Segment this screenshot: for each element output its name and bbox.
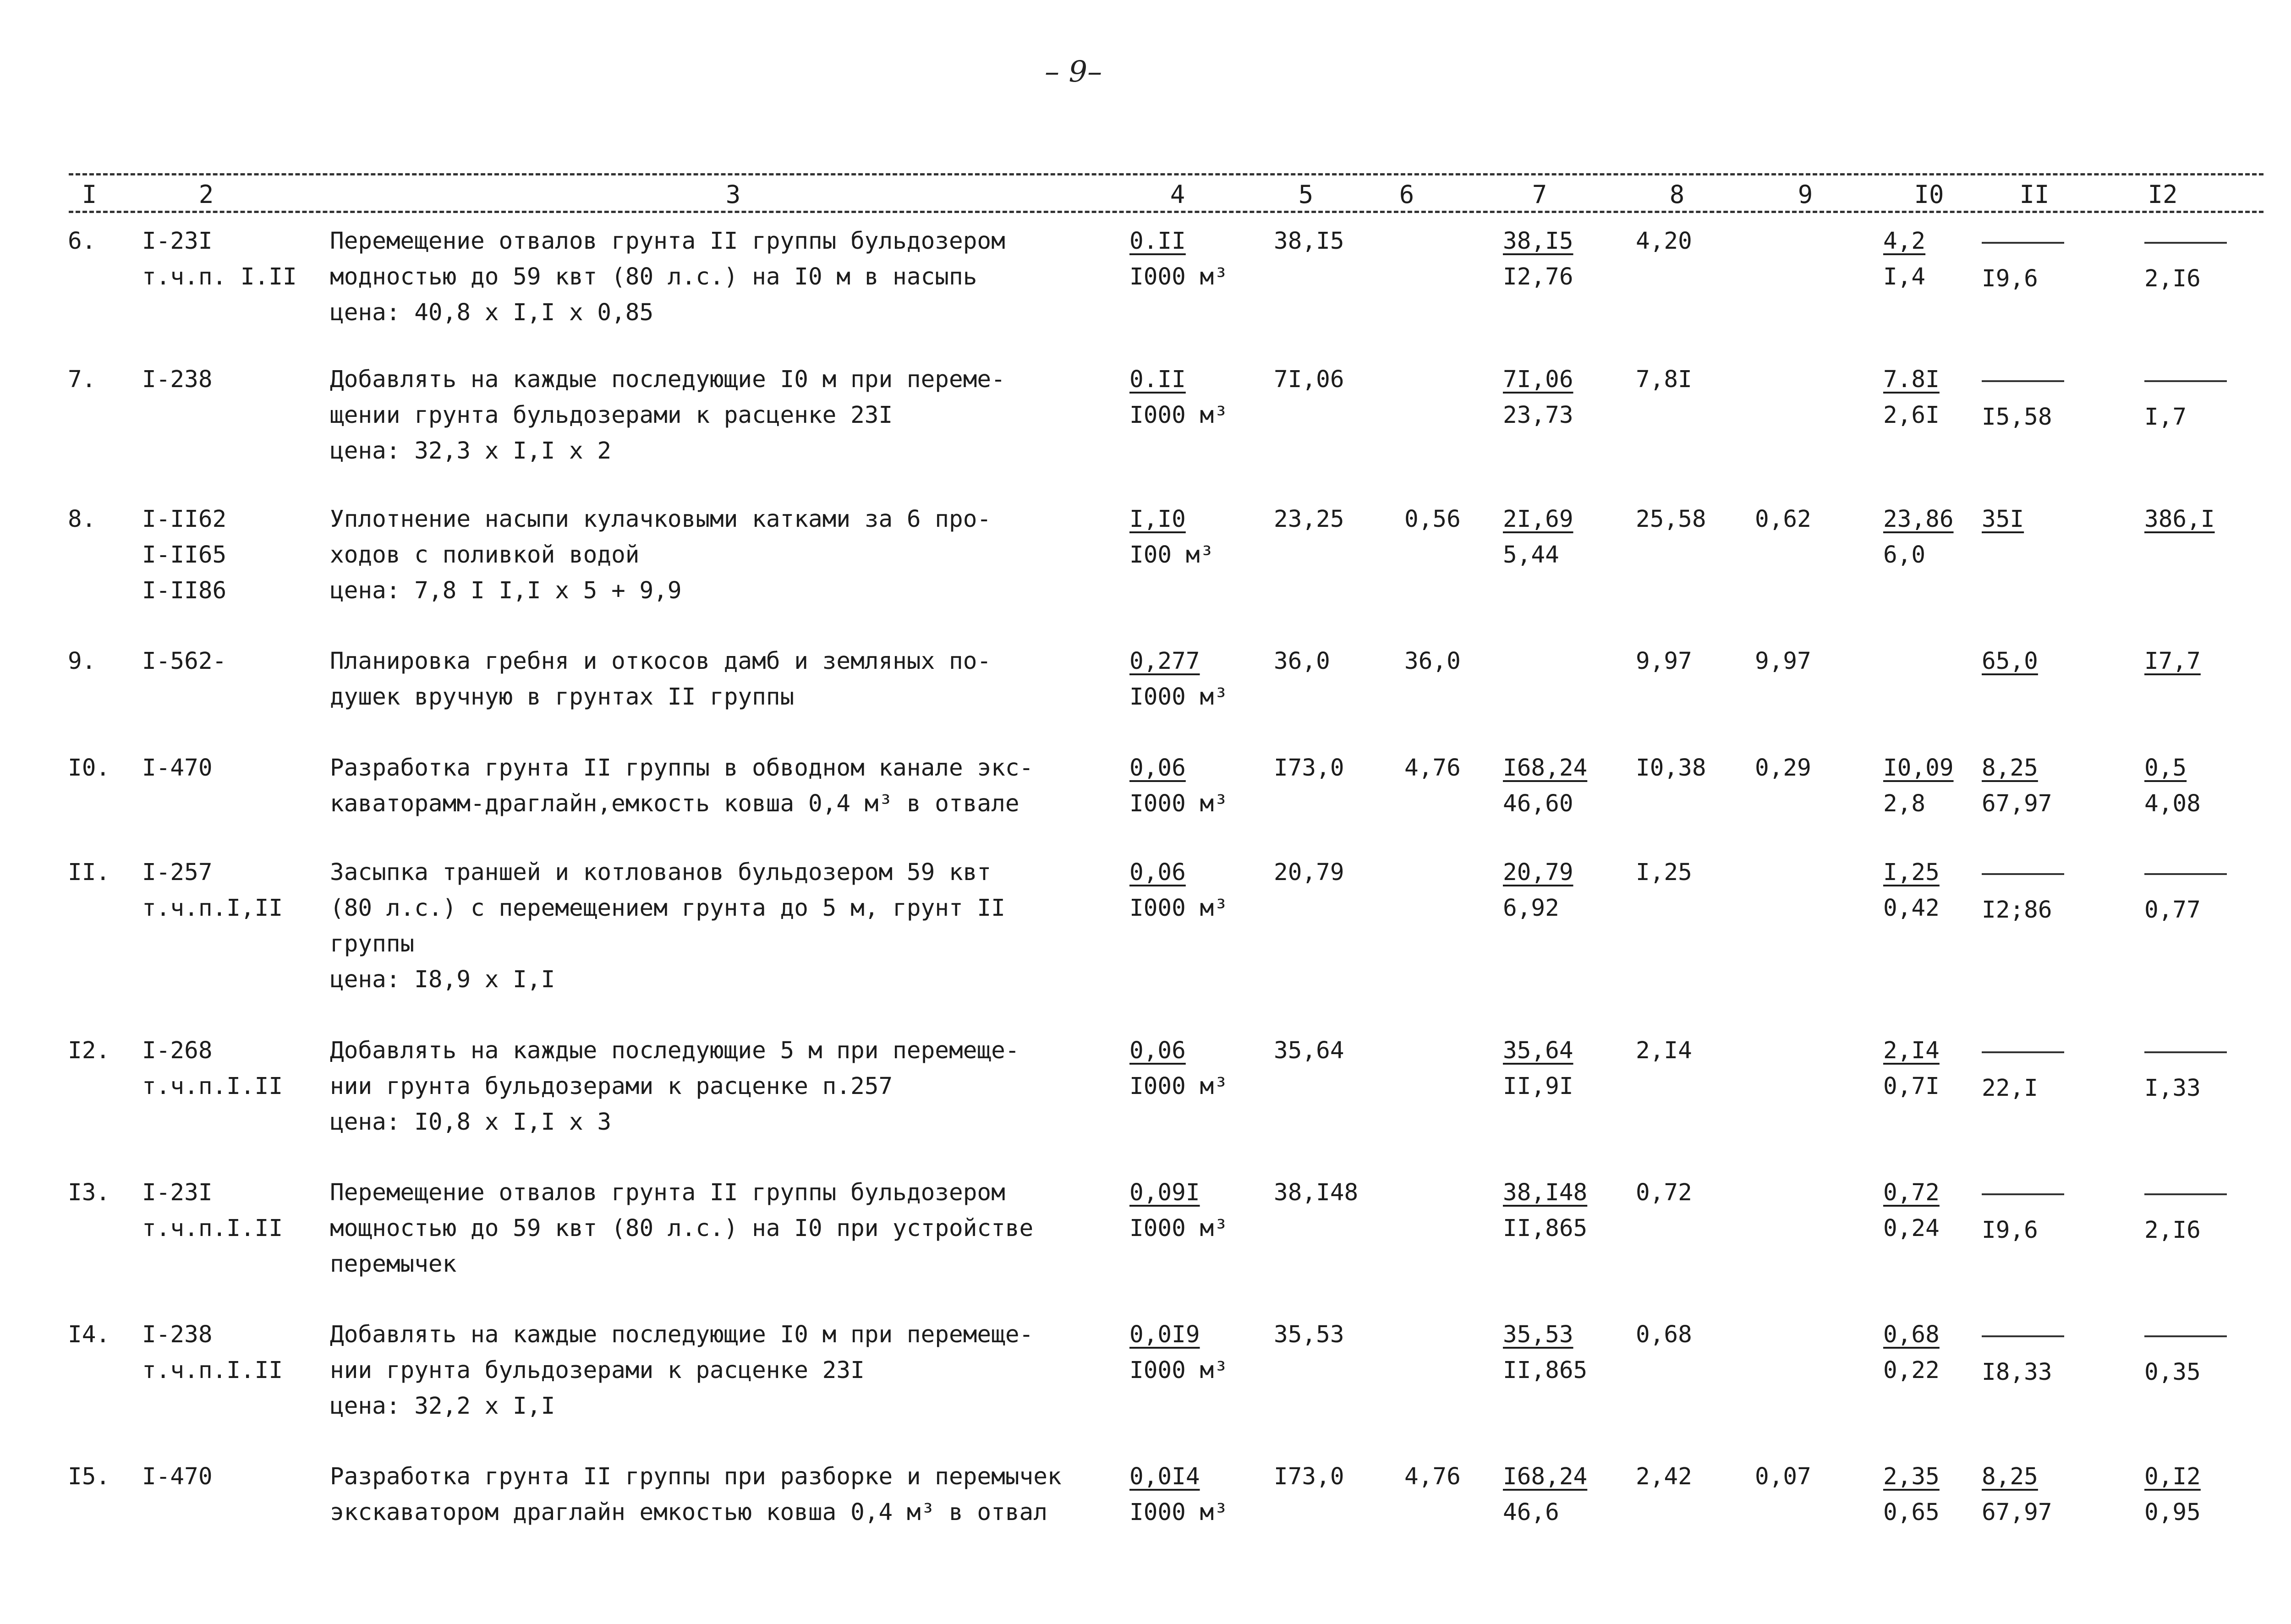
value-c6: 4,76 bbox=[1404, 755, 1461, 782]
rate-code: I-470 bbox=[142, 755, 213, 782]
value-c11-spacer bbox=[1982, 1053, 2064, 1071]
value-c9: 9,97 bbox=[1755, 648, 1811, 675]
work-description-line: экскаватором драглайн емкостью ковша 0,4 м³ в отвал bbox=[330, 1499, 1047, 1526]
value-c11 bbox=[1982, 224, 2064, 297]
value-c12-bottom: 0,95 bbox=[2144, 1499, 2201, 1526]
value-c11-top: 35I bbox=[1982, 506, 2024, 533]
work-description-line: группы bbox=[330, 930, 415, 957]
value-c11 bbox=[1982, 1459, 2052, 1531]
value-c4-top: I,I0 bbox=[1129, 506, 1186, 533]
work-description-line: (80 л.с.) с перемещением грунта до 5 м, грунт II bbox=[330, 895, 1005, 922]
work-description-line: душек вручную в грунтах II группы bbox=[330, 684, 795, 711]
value-c12 bbox=[2144, 1175, 2227, 1248]
value-c11 bbox=[1982, 1033, 2064, 1106]
rate-code: I-562- bbox=[142, 648, 227, 675]
value-c12-bottom: 0,77 bbox=[2144, 897, 2201, 924]
value-c4 bbox=[1129, 644, 1228, 715]
work-description-line: цена: 40,8 х I,I х 0,85 bbox=[330, 299, 654, 326]
value-c8: 0,68 bbox=[1636, 1321, 1692, 1348]
value-c11-bottom: I8,33 bbox=[1982, 1359, 2052, 1386]
value-c4 bbox=[1129, 855, 1228, 926]
value-c5: 23,25 bbox=[1274, 506, 1344, 533]
value-c4 bbox=[1129, 1175, 1228, 1247]
value-c11-blank-line bbox=[1982, 362, 2064, 382]
work-description-line: Добавлять на каждые последующие 5 м при перемеще- bbox=[330, 1037, 1019, 1064]
work-description-line: модностью до 59 квт (80 л.с.) на I0 м в насыпь bbox=[330, 263, 977, 290]
value-c10-bottom: 2,6I bbox=[1883, 402, 1940, 429]
work-description-line: ходов с поливкой водой bbox=[330, 541, 640, 569]
value-c4-bottom: I000 м³ bbox=[1129, 1215, 1228, 1242]
value-c12 bbox=[2144, 855, 2227, 928]
work-description-line: Перемещение отвалов грунта II группы бульдозером bbox=[330, 1179, 1005, 1206]
value-c5: 38,I48 bbox=[1274, 1179, 1359, 1206]
value-c10-top: I,25 bbox=[1883, 859, 1940, 886]
work-description-line: каваторамм-драглайн,емкость ковша 0,4 м³ в отвале bbox=[330, 790, 1019, 817]
value-c10-top: 0,68 bbox=[1883, 1321, 1940, 1348]
value-c7-top: 35,53 bbox=[1503, 1321, 1573, 1348]
work-description-line: цена: 7,8 I I,I х 5 + 9,9 bbox=[330, 577, 682, 604]
value-c12 bbox=[2144, 1033, 2227, 1106]
value-c12-blank-line bbox=[2144, 855, 2227, 875]
value-c7 bbox=[1503, 1033, 1573, 1105]
column-header-5: 5 bbox=[1298, 180, 1314, 209]
value-c11 bbox=[1982, 644, 2038, 679]
value-c4-top: 0,09I bbox=[1129, 1179, 1200, 1206]
value-c4-bottom: I00 м³ bbox=[1129, 541, 1214, 569]
row-number: I3. bbox=[68, 1179, 110, 1206]
value-c10 bbox=[1883, 855, 1940, 926]
value-c8: 9,97 bbox=[1636, 648, 1692, 675]
value-c12-top: 386,I bbox=[2144, 506, 2215, 533]
value-c10-bottom: 0,42 bbox=[1883, 895, 1940, 922]
work-description-line: Разработка грунта II группы в обводном канале экс- bbox=[330, 755, 1034, 782]
rate-code: I-II65 bbox=[142, 541, 227, 569]
value-c11 bbox=[1982, 502, 2024, 537]
value-c4-top: 0,06 bbox=[1129, 755, 1186, 782]
value-c11-top: 8,25 bbox=[1982, 1463, 2038, 1490]
row-number: 6. bbox=[68, 228, 96, 255]
work-description-line: нии грунта бульдозерами к расценке п.257 bbox=[330, 1073, 893, 1100]
column-header-6: 6 bbox=[1399, 180, 1414, 209]
value-c4-top: 0,0I4 bbox=[1129, 1463, 1200, 1490]
value-c11 bbox=[1982, 1317, 2064, 1390]
value-c10-top: 7.8I bbox=[1883, 366, 1940, 393]
work-description-line: Разработка грунта II группы при разборке и перемычек bbox=[330, 1463, 1062, 1490]
value-c7-top: I68,24 bbox=[1503, 755, 1588, 782]
rate-code: т.ч.п.I.II bbox=[142, 1357, 283, 1384]
column-header-11: II bbox=[2019, 180, 2050, 209]
value-c4-bottom: I000 м³ bbox=[1129, 263, 1228, 290]
value-c11-spacer bbox=[1982, 1195, 2064, 1213]
row-number: I0. bbox=[68, 755, 110, 782]
value-c11-top: 8,25 bbox=[1982, 755, 2038, 782]
value-c7-top: 20,79 bbox=[1503, 859, 1573, 886]
value-c8: I,25 bbox=[1636, 859, 1692, 886]
value-c7-top: 7I,06 bbox=[1503, 366, 1573, 393]
header-rule-bottom bbox=[69, 211, 2264, 213]
value-c10-top: 23,86 bbox=[1883, 506, 1954, 533]
rate-code: I-470 bbox=[142, 1463, 213, 1490]
value-c7 bbox=[1503, 855, 1573, 926]
work-description-line: цена: 32,2 х I,I bbox=[330, 1393, 555, 1420]
value-c10-top: 4,2 bbox=[1883, 228, 1926, 255]
rate-code: I-23I bbox=[142, 1179, 213, 1206]
value-c4 bbox=[1129, 502, 1214, 573]
value-c11-spacer bbox=[1982, 875, 2064, 892]
header-rule-top bbox=[69, 173, 2264, 175]
value-c10-top: 2,35 bbox=[1883, 1463, 1940, 1490]
work-description-line: цена: I8,9 х I,I bbox=[330, 966, 555, 993]
work-description-line: щении грунта бульдозерами к расценке 23I bbox=[330, 402, 893, 429]
value-c11-bottom: I9,6 bbox=[1982, 1217, 2038, 1244]
value-c7-bottom: II,865 bbox=[1503, 1357, 1588, 1384]
rate-code: I-II62 bbox=[142, 506, 227, 533]
value-c7 bbox=[1503, 362, 1573, 433]
value-c7-bottom: II,9I bbox=[1503, 1073, 1573, 1100]
value-c8: 7,8I bbox=[1636, 366, 1692, 393]
value-c11-blank-line bbox=[1982, 1033, 2064, 1053]
work-description-line: Добавлять на каждые последующие I0 м при перемеще- bbox=[330, 1321, 1034, 1348]
rate-code: т.ч.п.I.II bbox=[142, 1215, 283, 1242]
value-c4 bbox=[1129, 224, 1228, 295]
value-c11-bottom: 67,97 bbox=[1982, 790, 2052, 817]
value-c10 bbox=[1883, 750, 1954, 822]
value-c4-top: 0,277 bbox=[1129, 648, 1200, 675]
value-c11-spacer bbox=[1982, 382, 2064, 399]
column-header-4: 4 bbox=[1170, 180, 1185, 209]
value-c10-bottom: 2,8 bbox=[1883, 790, 1926, 817]
value-c9: 0,29 bbox=[1755, 755, 1811, 782]
value-c6: 36,0 bbox=[1404, 648, 1461, 675]
row-number: I4. bbox=[68, 1321, 110, 1348]
value-c11-blank-line bbox=[1982, 224, 2064, 244]
value-c12 bbox=[2144, 224, 2227, 297]
value-c10 bbox=[1883, 224, 1925, 295]
value-c10-top: I0,09 bbox=[1883, 755, 1954, 782]
value-c12-spacer bbox=[2144, 1195, 2227, 1213]
value-c4-top: 0.II bbox=[1129, 366, 1186, 393]
rate-code: I-23I bbox=[142, 228, 213, 255]
value-c9: 0,62 bbox=[1755, 506, 1811, 533]
rate-code: I-II86 bbox=[142, 577, 227, 604]
work-description-line: мощностью до 59 квт (80 л.с.) на I0 при устройстве bbox=[330, 1215, 1034, 1242]
work-description-line: Уплотнение насыпи кулачковыми катками за 6 про- bbox=[330, 506, 992, 533]
value-c4 bbox=[1129, 750, 1228, 822]
value-c10 bbox=[1883, 1317, 1940, 1389]
value-c7-bottom: I2,76 bbox=[1503, 263, 1573, 290]
column-header-8: 8 bbox=[1669, 180, 1685, 209]
value-c10-bottom: 6,0 bbox=[1883, 541, 1926, 569]
rate-code: I-238 bbox=[142, 1321, 213, 1348]
value-c7-bottom: 46,6 bbox=[1503, 1499, 1559, 1526]
value-c12-bottom: 4,08 bbox=[2144, 790, 2201, 817]
work-description-line: цена: 32,3 х I,I х 2 bbox=[330, 437, 612, 465]
value-c4-bottom: I000 м³ bbox=[1129, 790, 1228, 817]
work-description-line: перемычек bbox=[330, 1251, 457, 1278]
value-c12-top: 0,I2 bbox=[2144, 1463, 2201, 1490]
work-description-line: нии грунта бульдозерами к расценке 23I bbox=[330, 1357, 865, 1384]
value-c12-bottom: 2,I6 bbox=[2144, 1217, 2201, 1244]
value-c12-bottom: I,33 bbox=[2144, 1075, 2201, 1102]
value-c7-bottom: 23,73 bbox=[1503, 402, 1573, 429]
value-c7-bottom: 46,60 bbox=[1503, 790, 1573, 817]
value-c7 bbox=[1503, 502, 1573, 573]
row-number: I2. bbox=[68, 1037, 110, 1064]
value-c11-blank-line bbox=[1982, 1175, 2064, 1195]
rate-code: т.ч.п.I,II bbox=[142, 895, 283, 922]
value-c10 bbox=[1883, 502, 1954, 573]
column-header-1: I bbox=[82, 180, 97, 209]
value-c8: I0,38 bbox=[1636, 755, 1706, 782]
value-c4-top: 0,06 bbox=[1129, 859, 1186, 886]
value-c8: 4,20 bbox=[1636, 228, 1692, 255]
column-header-9: 9 bbox=[1798, 180, 1813, 209]
value-c7 bbox=[1503, 224, 1573, 295]
value-c12-blank-line bbox=[2144, 224, 2227, 244]
value-c12-spacer bbox=[2144, 1053, 2227, 1071]
value-c12 bbox=[2144, 644, 2201, 679]
column-header-7: 7 bbox=[1532, 180, 1547, 209]
value-c8: 2,42 bbox=[1636, 1463, 1692, 1490]
work-description-line: Добавлять на каждые последующие I0 м при переме- bbox=[330, 366, 1005, 393]
value-c7-bottom: 6,92 bbox=[1503, 895, 1559, 922]
value-c11-bottom: I9,6 bbox=[1982, 265, 2038, 292]
value-c7 bbox=[1503, 1317, 1587, 1389]
value-c11 bbox=[1982, 1175, 2064, 1248]
value-c10 bbox=[1883, 362, 1940, 433]
value-c7-bottom: II,865 bbox=[1503, 1215, 1588, 1242]
value-c4-bottom: I000 м³ bbox=[1129, 895, 1228, 922]
page-number: – 9– bbox=[1045, 55, 1102, 89]
value-c11-blank-line bbox=[1982, 1317, 2064, 1337]
value-c4-top: 0,06 bbox=[1129, 1037, 1186, 1064]
row-number: II. bbox=[68, 859, 110, 886]
rate-code: I-268 bbox=[142, 1037, 213, 1064]
value-c12-bottom: 2,I6 bbox=[2144, 265, 2201, 292]
value-c12-spacer bbox=[2144, 1337, 2227, 1355]
value-c7-top: 2I,69 bbox=[1503, 506, 1573, 533]
column-header-3: 3 bbox=[725, 180, 741, 209]
rate-code: т.ч.п. I.II bbox=[142, 263, 297, 290]
value-c4 bbox=[1129, 362, 1228, 433]
value-c4-top: 0.II bbox=[1129, 228, 1186, 255]
value-c10 bbox=[1883, 1459, 1940, 1531]
value-c12-blank-line bbox=[2144, 1175, 2227, 1195]
value-c11-bottom: I5,58 bbox=[1982, 404, 2052, 431]
value-c12-spacer bbox=[2144, 382, 2227, 399]
value-c11-bottom: 22,I bbox=[1982, 1075, 2038, 1102]
work-description-line: Перемещение отвалов грунта II группы бульдозером bbox=[330, 228, 1005, 255]
value-c12 bbox=[2144, 1317, 2227, 1390]
value-c5: I73,0 bbox=[1274, 1463, 1344, 1490]
value-c7 bbox=[1503, 1175, 1587, 1247]
value-c4 bbox=[1129, 1459, 1228, 1531]
value-c4-bottom: I000 м³ bbox=[1129, 1073, 1228, 1100]
value-c5: 35,53 bbox=[1274, 1321, 1344, 1348]
value-c5: I73,0 bbox=[1274, 755, 1344, 782]
value-c12-blank-line bbox=[2144, 1317, 2227, 1337]
value-c10-bottom: 0,65 bbox=[1883, 1499, 1940, 1526]
value-c10-bottom: 0,7I bbox=[1883, 1073, 1940, 1100]
row-number: 7. bbox=[68, 366, 96, 393]
value-c11-blank-line bbox=[1982, 855, 2064, 875]
value-c11-spacer bbox=[1982, 1337, 2064, 1355]
value-c11 bbox=[1982, 855, 2064, 928]
row-number: I5. bbox=[68, 1463, 110, 1490]
value-c12 bbox=[2144, 750, 2201, 822]
value-c4-bottom: I000 м³ bbox=[1129, 684, 1228, 711]
value-c4 bbox=[1129, 1033, 1228, 1105]
value-c7-top: 38,I48 bbox=[1503, 1179, 1588, 1206]
value-c12-blank-line bbox=[2144, 1033, 2227, 1053]
work-description-line: Планировка гребня и откосов дамб и земляных по- bbox=[330, 648, 992, 675]
value-c12-top: 0,5 bbox=[2144, 755, 2187, 782]
value-c5: 7I,06 bbox=[1274, 366, 1344, 393]
value-c8: 25,58 bbox=[1636, 506, 1706, 533]
value-c4-bottom: I000 м³ bbox=[1129, 402, 1228, 429]
value-c12-spacer bbox=[2144, 244, 2227, 261]
value-c5: 35,64 bbox=[1274, 1037, 1344, 1064]
column-header-2: 2 bbox=[198, 180, 214, 209]
value-c10-bottom: 0,24 bbox=[1883, 1215, 1940, 1242]
value-c11-bottom: 67,97 bbox=[1982, 1499, 2052, 1526]
value-c11 bbox=[1982, 750, 2052, 822]
value-c10-top: 2,I4 bbox=[1883, 1037, 1940, 1064]
value-c11 bbox=[1982, 362, 2064, 435]
value-c11-bottom: I2;86 bbox=[1982, 897, 2052, 924]
work-description-line: цена: I0,8 х I,I х 3 bbox=[330, 1109, 612, 1136]
value-c9: 0,07 bbox=[1755, 1463, 1811, 1490]
value-c4-top: 0,0I9 bbox=[1129, 1321, 1200, 1348]
column-header-12: I2 bbox=[2148, 180, 2178, 209]
value-c10 bbox=[1883, 1175, 1940, 1247]
value-c7-top: 38,I5 bbox=[1503, 228, 1573, 255]
value-c6: 4,76 bbox=[1404, 1463, 1461, 1490]
value-c11-spacer bbox=[1982, 244, 2064, 261]
value-c8: 0,72 bbox=[1636, 1179, 1692, 1206]
value-c5: 36,0 bbox=[1274, 648, 1330, 675]
value-c10 bbox=[1883, 1033, 1940, 1105]
value-c11-top: 65,0 bbox=[1982, 648, 2038, 675]
row-number: 9. bbox=[68, 648, 96, 675]
value-c12-top: I7,7 bbox=[2144, 648, 2201, 675]
value-c12 bbox=[2144, 1459, 2201, 1531]
column-header-10: I0 bbox=[1914, 180, 1944, 209]
value-c12-bottom: 0,35 bbox=[2144, 1359, 2201, 1386]
value-c12-blank-line bbox=[2144, 362, 2227, 382]
value-c6: 0,56 bbox=[1404, 506, 1461, 533]
row-number: 8. bbox=[68, 506, 96, 533]
value-c10-top: 0,72 bbox=[1883, 1179, 1940, 1206]
value-c4-bottom: I000 м³ bbox=[1129, 1499, 1228, 1526]
value-c5: 20,79 bbox=[1274, 859, 1344, 886]
value-c7 bbox=[1503, 750, 1587, 822]
rate-code: т.ч.п.I.II bbox=[142, 1073, 283, 1100]
value-c8: 2,I4 bbox=[1636, 1037, 1692, 1064]
value-c10-bottom: 0,22 bbox=[1883, 1357, 1940, 1384]
value-c12-bottom: I,7 bbox=[2144, 404, 2187, 431]
value-c7-bottom: 5,44 bbox=[1503, 541, 1559, 569]
rate-code: I-238 bbox=[142, 366, 213, 393]
value-c12-spacer bbox=[2144, 875, 2227, 892]
work-description-line: Засыпка траншей и котлованов бульдозером 59 квт bbox=[330, 859, 992, 886]
value-c12 bbox=[2144, 502, 2215, 537]
value-c4-bottom: I000 м³ bbox=[1129, 1357, 1228, 1384]
value-c12 bbox=[2144, 362, 2227, 435]
value-c4 bbox=[1129, 1317, 1228, 1389]
value-c7-top: I68,24 bbox=[1503, 1463, 1588, 1490]
rate-code: I-257 bbox=[142, 859, 213, 886]
value-c7 bbox=[1503, 1459, 1587, 1531]
value-c10-bottom: I,4 bbox=[1883, 263, 1926, 290]
value-c5: 38,I5 bbox=[1274, 228, 1344, 255]
value-c7-top: 35,64 bbox=[1503, 1037, 1573, 1064]
